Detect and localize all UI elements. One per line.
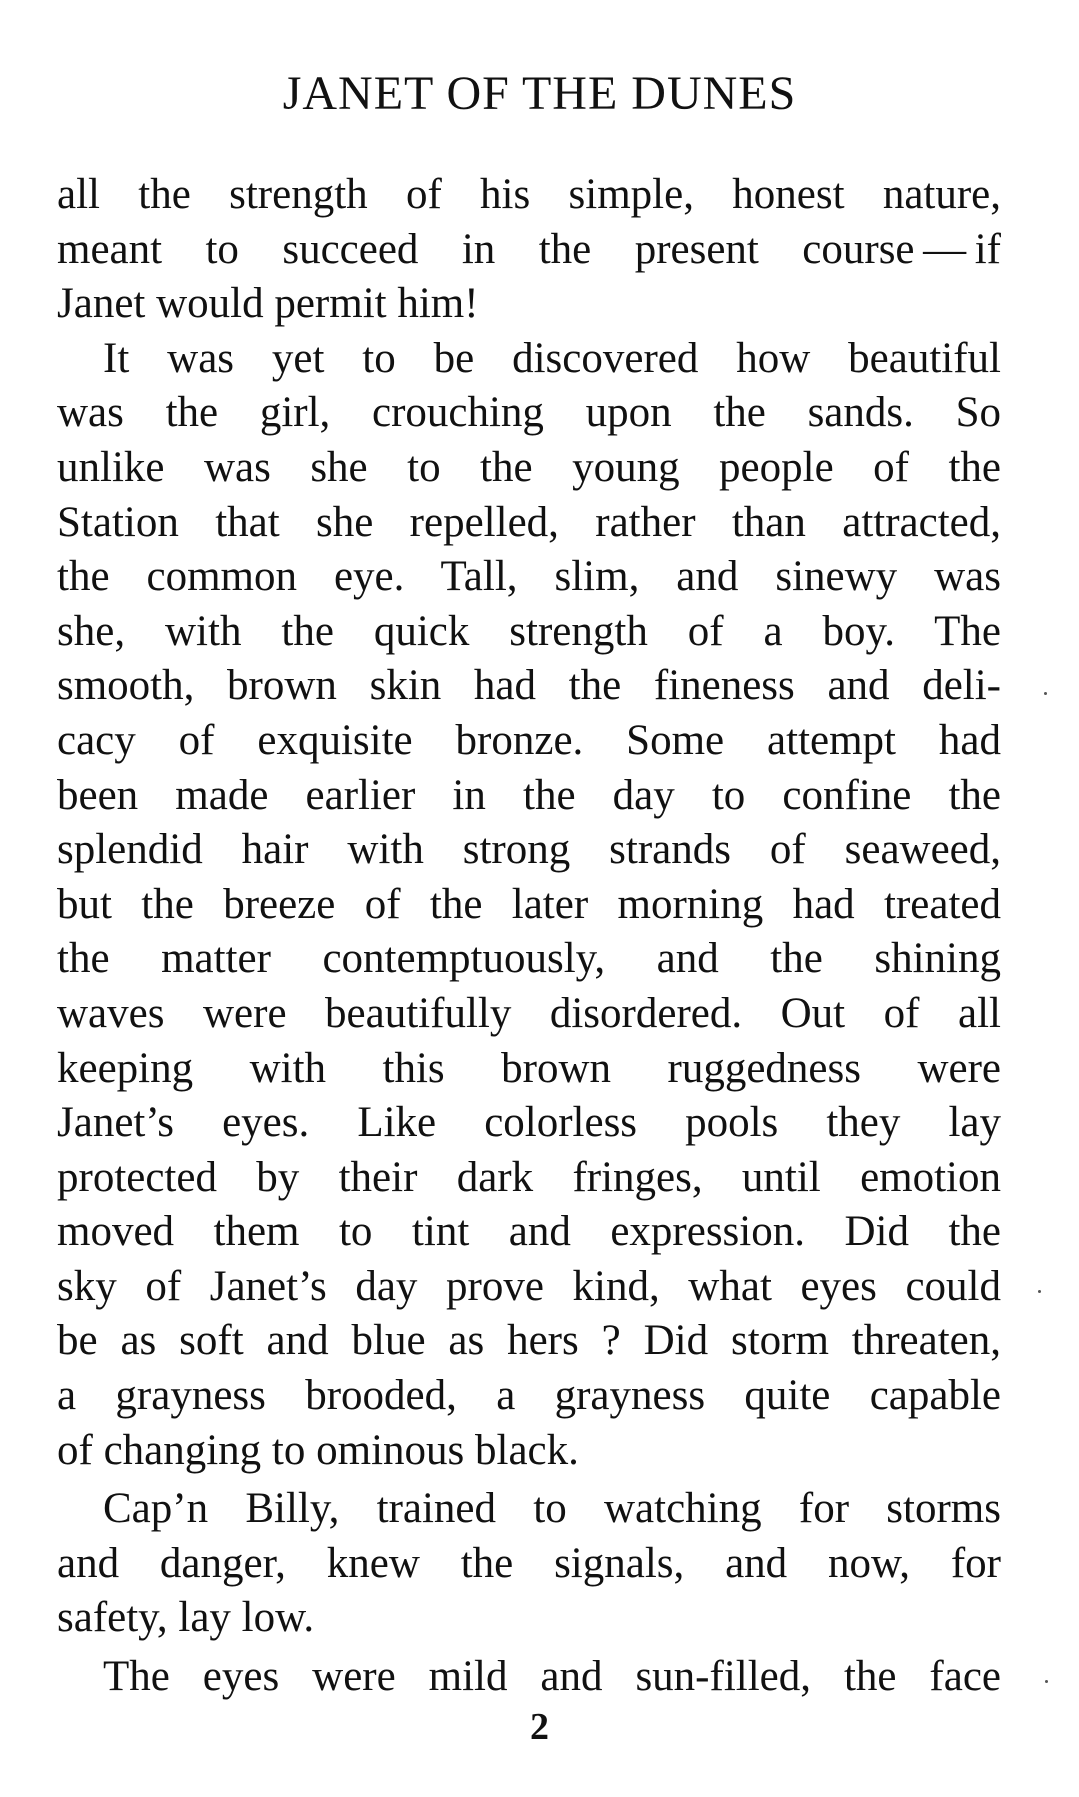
page-number: 2	[530, 1706, 549, 1748]
text-line: Station that she repelled, rather than attracted,	[57, 498, 1001, 546]
text-line: protected by their dark fringes, until emotion	[57, 1153, 1001, 1201]
text-line: she, with the quick strength of a boy. The	[57, 607, 1001, 655]
text-line: moved them to tint and expression. Did the	[57, 1208, 1001, 1256]
text-line: the matter contemptuously, and the shining	[57, 935, 1001, 983]
text-line: sky of Janet’s day prove kind, what eyes could	[57, 1262, 1001, 1310]
text-line: cacy of exquisite bronze. Some attempt had	[57, 716, 1001, 764]
text-line: Janet’s eyes. Like colorless pools they lay	[57, 1099, 1001, 1147]
body-text	[57, 168, 1001, 1705]
running-head-title: JANET OF THE DUNES	[282, 67, 797, 120]
text-line: waves were beautifully disordered. Out of all	[57, 989, 1001, 1037]
text-line: keeping with this brown ruggedness were	[57, 1044, 1001, 1092]
text-line: smooth, brown skin had the fineness and deli-	[57, 662, 1001, 710]
text-line: It was yet to be discovered how beautiful	[103, 334, 1001, 382]
text-line: and danger, knew the signals, and now, for	[57, 1539, 1001, 1587]
text-line: meant to succeed in the present course — if	[57, 225, 1001, 273]
text-line: but the breeze of the later morning had treated	[57, 880, 1001, 928]
text-line: The eyes were mild and sun-filled, the face	[103, 1653, 1001, 1701]
text-line: Janet would permit him!	[57, 280, 479, 328]
text-line: all the strength of his simple, honest nature,	[57, 171, 1001, 218]
text-line: splendid hair with strong strands of seaweed,	[57, 826, 1001, 874]
text-line: was the girl, crouching upon the sands. So	[57, 389, 1001, 437]
text-line: be as soft and blue as hers ? Did storm threaten,	[57, 1317, 1001, 1365]
ink-speck	[1045, 1680, 1048, 1683]
text-line: Cap’n Billy, trained to watching for storms	[103, 1485, 1001, 1533]
text-line: the common eye. Tall, slim, and sinewy was	[57, 553, 1001, 601]
text-line: of changing to ominous black.	[57, 1426, 579, 1474]
text-line: unlike was she to the young people of the	[57, 443, 1001, 491]
text-line: been made earlier in the day to confine the	[57, 771, 1001, 819]
text-line: safety, lay low.	[57, 1594, 315, 1642]
ink-speck	[1044, 692, 1047, 695]
text-line: a grayness brooded, a grayness quite capable	[57, 1372, 1001, 1420]
ink-speck	[1038, 1290, 1041, 1293]
